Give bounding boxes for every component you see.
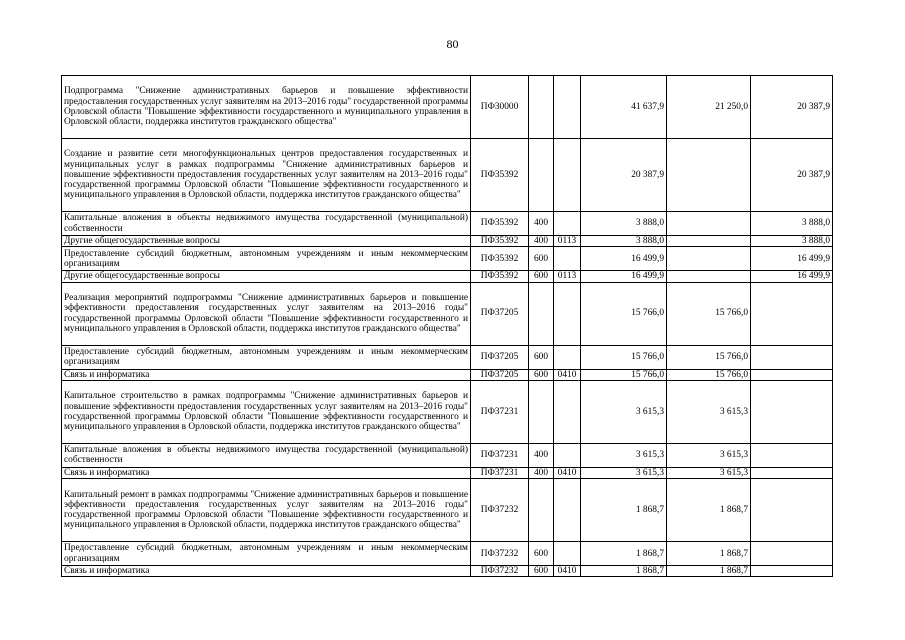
expense-type-cell: 600 <box>529 247 554 271</box>
section-code-cell: 0410 <box>554 369 581 380</box>
total-amount-cell: 1 868,7 <box>581 542 667 566</box>
amount-col2-cell <box>667 236 751 247</box>
table-row <box>62 369 833 380</box>
total-amount-cell: 15 766,0 <box>581 345 667 369</box>
target-code-cell: ПФ37232 <box>471 479 529 542</box>
total-amount-cell: 41 637,9 <box>581 76 667 139</box>
section-code-cell: 0113 <box>554 271 581 282</box>
expense-type-cell <box>529 76 554 139</box>
amount-col2-cell: 1 868,7 <box>667 479 751 542</box>
target-code-cell: ПФ35392 <box>471 236 529 247</box>
section-code-cell <box>554 443 581 467</box>
amount-col3-cell <box>751 467 833 478</box>
section-code-cell: 0113 <box>554 236 581 247</box>
amount-col3-cell <box>751 345 833 369</box>
expense-type-cell: 600 <box>529 566 554 577</box>
table-body <box>62 76 833 577</box>
table-row <box>62 467 833 478</box>
amount-col2-cell: 15 766,0 <box>667 282 751 345</box>
section-code-cell <box>554 479 581 542</box>
row-name-cell: Капитальное строительство в рамках подпрограммы "Снижение административных барьеров и повышение эффективности предоставления государственных услуг заявителям на 2013–2016 годы" государственной программы Орловской области "Повышение эффективности государственного и муниципального управления в Орловской области, поддержка институтов гражданского общества" <box>62 380 471 443</box>
total-amount-cell: 15 766,0 <box>581 282 667 345</box>
table-row <box>62 247 833 271</box>
total-amount-cell: 15 766,0 <box>581 369 667 380</box>
amount-col3-cell <box>751 542 833 566</box>
total-amount-cell: 1 868,7 <box>581 479 667 542</box>
expense-type-cell: 600 <box>529 271 554 282</box>
table-row <box>62 236 833 247</box>
total-amount-cell: 16 499,9 <box>581 271 667 282</box>
row-name-cell: Связь и информатика <box>62 566 471 577</box>
amount-col3-cell <box>751 443 833 467</box>
expense-type-cell <box>529 479 554 542</box>
table-row <box>62 542 833 566</box>
table-row <box>62 479 833 542</box>
amount-col3-cell <box>751 479 833 542</box>
table-row <box>62 282 833 345</box>
table-row <box>62 443 833 467</box>
section-code-cell: 0410 <box>554 566 581 577</box>
table-row <box>62 139 833 212</box>
table-row <box>62 345 833 369</box>
target-code-cell: ПФ37232 <box>471 542 529 566</box>
amount-col3-cell <box>751 369 833 380</box>
expense-type-cell <box>529 139 554 212</box>
section-code-cell <box>554 247 581 271</box>
amount-col2-cell: 3 615,3 <box>667 443 751 467</box>
amount-col3-cell: 20 387,9 <box>751 76 833 139</box>
expense-type-cell: 400 <box>529 467 554 478</box>
row-name-cell: Создание и развитие сети многофункциональных центров предоставления государственных и муниципальных услуг в рамках подпрограммы "Снижение административных барьеров и повышение эффективности предоставления государственных услуг заявителям на 2013–2016 годы" государственной программы Орловской области "Повышение эффективности государственного и муниципального управления в Орловской области, поддержка институтов гражданского общества" <box>62 139 471 212</box>
amount-col2-cell: 21 250,0 <box>667 76 751 139</box>
row-name-cell: Предоставление субсидий бюджетным, автономным учреждениям и иным некоммерческим организациям <box>62 345 471 369</box>
target-code-cell: ПФ35392 <box>471 271 529 282</box>
total-amount-cell: 3 615,3 <box>581 467 667 478</box>
amount-col3-cell: 16 499,9 <box>751 271 833 282</box>
amount-col2-cell <box>667 139 751 212</box>
amount-col2-cell <box>667 212 751 236</box>
table-row <box>62 271 833 282</box>
amount-col2-cell: 3 615,3 <box>667 467 751 478</box>
total-amount-cell: 3 615,3 <box>581 443 667 467</box>
expense-type-cell: 400 <box>529 236 554 247</box>
row-name-cell: Капитальный ремонт в рамках подпрограммы "Снижение административных барьеров и повышение эффективности предоставления государственных услуг заявителям на 2013–2016 годы" государственной программы Орловской области "Повышение эффективности государственного и муниципального управления в Орловской области, поддержка институтов гражданского общества" <box>62 479 471 542</box>
section-code-cell <box>554 542 581 566</box>
section-code-cell <box>554 76 581 139</box>
target-code-cell: ПФ37205 <box>471 345 529 369</box>
row-name-cell: Другие общегосударственные вопросы <box>62 236 471 247</box>
amount-col2-cell <box>667 271 751 282</box>
section-code-cell <box>554 345 581 369</box>
row-name-cell: Предоставление субсидий бюджетным, автономным учреждениям и иным некоммерческим организациям <box>62 542 471 566</box>
target-code-cell: ПФ35392 <box>471 247 529 271</box>
table-row <box>62 212 833 236</box>
row-name-cell: Другие общегосударственные вопросы <box>62 271 471 282</box>
amount-col3-cell: 3 888,0 <box>751 212 833 236</box>
row-name-cell: Подпрограмма "Снижение административных барьеров и повышение эффективности предоставления государственных услуг заявителям на 2013–2016 годы" государственной программы Орловской области "Повышение эффективности государственного и муниципального управления в Орловской области, поддержка институтов гражданского общества" <box>62 76 471 139</box>
target-code-cell: ПФ30000 <box>471 76 529 139</box>
target-code-cell: ПФ35392 <box>471 212 529 236</box>
expense-type-cell: 600 <box>529 369 554 380</box>
amount-col2-cell <box>667 247 751 271</box>
target-code-cell: ПФ37231 <box>471 467 529 478</box>
target-code-cell: ПФ37231 <box>471 443 529 467</box>
section-code-cell: 0410 <box>554 467 581 478</box>
expense-type-cell <box>529 282 554 345</box>
target-code-cell: ПФ35392 <box>471 139 529 212</box>
section-code-cell <box>554 212 581 236</box>
expense-type-cell: 600 <box>529 345 554 369</box>
row-name-cell: Капитальные вложения в объекты недвижимого имущества государственной (муниципальной) собственности <box>62 212 471 236</box>
amount-col3-cell: 3 888,0 <box>751 236 833 247</box>
amount-col3-cell <box>751 566 833 577</box>
amount-col2-cell: 15 766,0 <box>667 345 751 369</box>
expense-type-cell: 400 <box>529 443 554 467</box>
total-amount-cell: 1 868,7 <box>581 566 667 577</box>
expense-type-cell <box>529 380 554 443</box>
row-name-cell: Предоставление субсидий бюджетным, автономным учреждениям и иным некоммерческим организациям <box>62 247 471 271</box>
amount-col2-cell: 15 766,0 <box>667 369 751 380</box>
target-code-cell: ПФ37205 <box>471 282 529 345</box>
expense-type-cell: 400 <box>529 212 554 236</box>
row-name-cell: Реализация мероприятий подпрограммы "Снижение административных барьеров и повышение эффективности предоставления государственных услуг заявителям на 2013–2016 годы" государственной программы Орловской области "Повышение эффективности государственного и муниципального управления в Орловской области, поддержка институтов гражданского общества" <box>62 282 471 345</box>
section-code-cell <box>554 380 581 443</box>
target-code-cell: ПФ37231 <box>471 380 529 443</box>
amount-col3-cell <box>751 380 833 443</box>
target-code-cell: ПФ37232 <box>471 566 529 577</box>
row-name-cell: Капитальные вложения в объекты недвижимого имущества государственной (муниципальной) собственности <box>62 443 471 467</box>
section-code-cell <box>554 282 581 345</box>
table-row <box>62 566 833 577</box>
budget-table <box>61 75 833 577</box>
table-row <box>62 76 833 139</box>
total-amount-cell: 3 888,0 <box>581 212 667 236</box>
target-code-cell: ПФ37205 <box>471 369 529 380</box>
total-amount-cell: 16 499,9 <box>581 247 667 271</box>
total-amount-cell: 3 615,3 <box>581 380 667 443</box>
amount-col3-cell <box>751 282 833 345</box>
expense-type-cell: 600 <box>529 542 554 566</box>
row-name-cell: Связь и информатика <box>62 369 471 380</box>
section-code-cell <box>554 139 581 212</box>
page-number: 80 <box>446 37 459 51</box>
total-amount-cell: 20 387,9 <box>581 139 667 212</box>
table-row <box>62 380 833 443</box>
amount-col3-cell: 16 499,9 <box>751 247 833 271</box>
row-name-cell: Связь и информатика <box>62 467 471 478</box>
amount-col2-cell: 1 868,7 <box>667 566 751 577</box>
amount-col3-cell: 20 387,9 <box>751 139 833 212</box>
amount-col2-cell: 3 615,3 <box>667 380 751 443</box>
amount-col2-cell: 1 868,7 <box>667 542 751 566</box>
total-amount-cell: 3 888,0 <box>581 236 667 247</box>
